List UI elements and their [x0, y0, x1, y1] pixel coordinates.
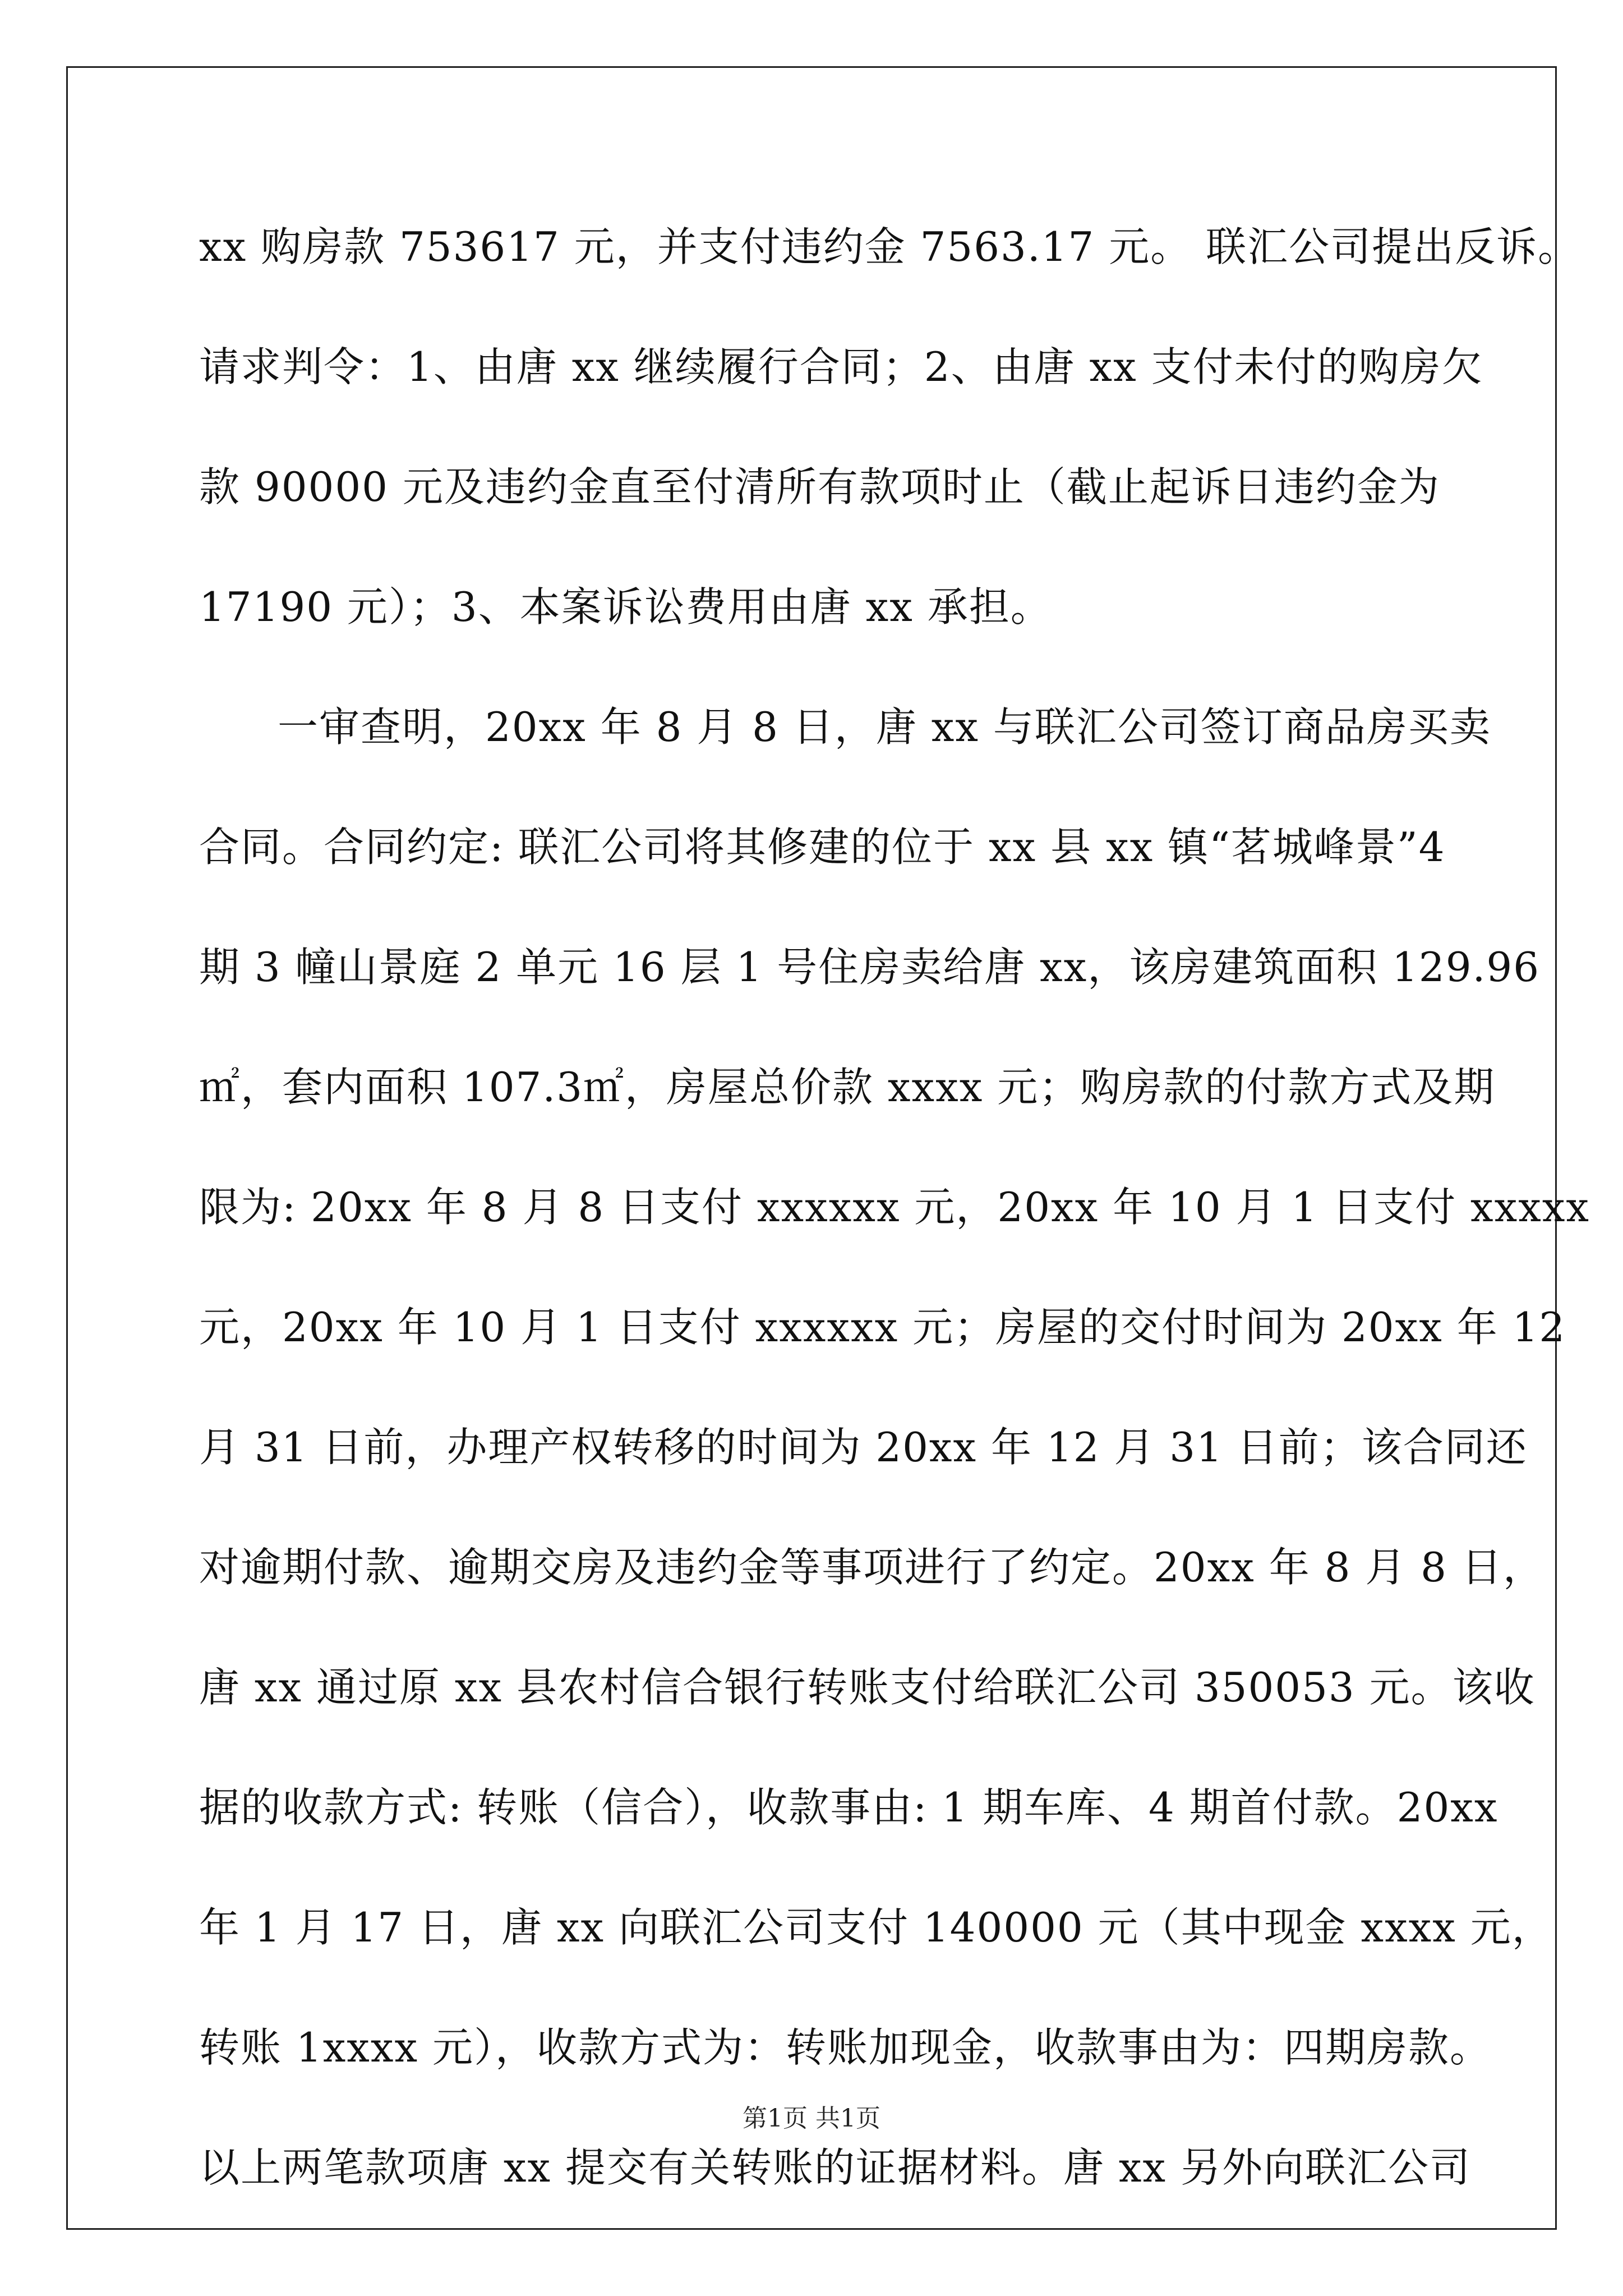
text-line: 转账 1xxxx 元），收款方式为：转账加现金，收款事由为：四期房款。 — [199, 2024, 1492, 2071]
text-line: 年 1 月 17 日，唐 xx 向联汇公司支付 140000 元（其中现金 xxxx 元， — [199, 1904, 1553, 1951]
text-line: xx 购房款 753617 元，并支付违约金 7563.17 元。 联汇公司提出反诉。 — [199, 223, 1580, 270]
text-line: 请求判令：1、由唐 xx 继续履行合同；2、由唐 xx 支付未付的购房欠 — [199, 343, 1483, 390]
text-line: 合同。合同约定: 联汇公司将其修建的位于 xx 县 xx 镇“茗城峰景”4 — [199, 823, 1446, 871]
text-line: 唐 xx 通过原 xx 县农村信合银行转账支付给联汇公司 350053 元。该收 — [199, 1664, 1536, 1711]
text-line: 期 3 幢山景庭 2 单元 16 层 1 号住房卖给唐 xx，该房建筑面积 129.96 — [199, 944, 1541, 991]
text-line: 据的收款方式: 转账（信合），收款事由: 1 期车库、4 期首付款。20xx — [199, 1784, 1498, 1831]
text-line: 款 90000 元及违约金直至付清所有款项时止（截止起诉日违约金为 — [199, 463, 1440, 510]
document-body — [199, 213, 1590, 2254]
text-line: 限为: 20xx 年 8 月 8 日支付 xxxxxx 元，20xx 年 10 月 1 日支付 xxxxx — [199, 1184, 1590, 1231]
text-line: 对逾期付款、逾期交房及违约金等事项进行了约定。20xx 年 8 月 8 日， — [199, 1544, 1544, 1591]
text-line: 月 31 日前，办理产权转移的时间为 20xx 年 12 月 31 日前；该合同还 — [199, 1424, 1528, 1471]
text-line: 17190 元）；3、本案诉讼费用由唐 xx 承担。 — [199, 583, 1052, 631]
text-line: ㎡，套内面积 107.3㎡，房屋总价款 xxxx 元；购房款的付款方式及期 — [199, 1064, 1496, 1111]
text-line: 元，20xx 年 10 月 1 日支付 xxxxxx 元；房屋的交付时间为 20xx 年 12 — [199, 1304, 1566, 1351]
text-line: 以上两笔款项唐 xx 提交有关转账的证据材料。唐 xx 另外向联汇公司 — [199, 2144, 1471, 2191]
page-footer: 第1页 共1页 — [743, 2104, 880, 2133]
paragraph-start-line: 一审查明，20xx 年 8 月 8 日，唐 xx 与联汇公司签订商品房买卖 — [278, 703, 1491, 751]
